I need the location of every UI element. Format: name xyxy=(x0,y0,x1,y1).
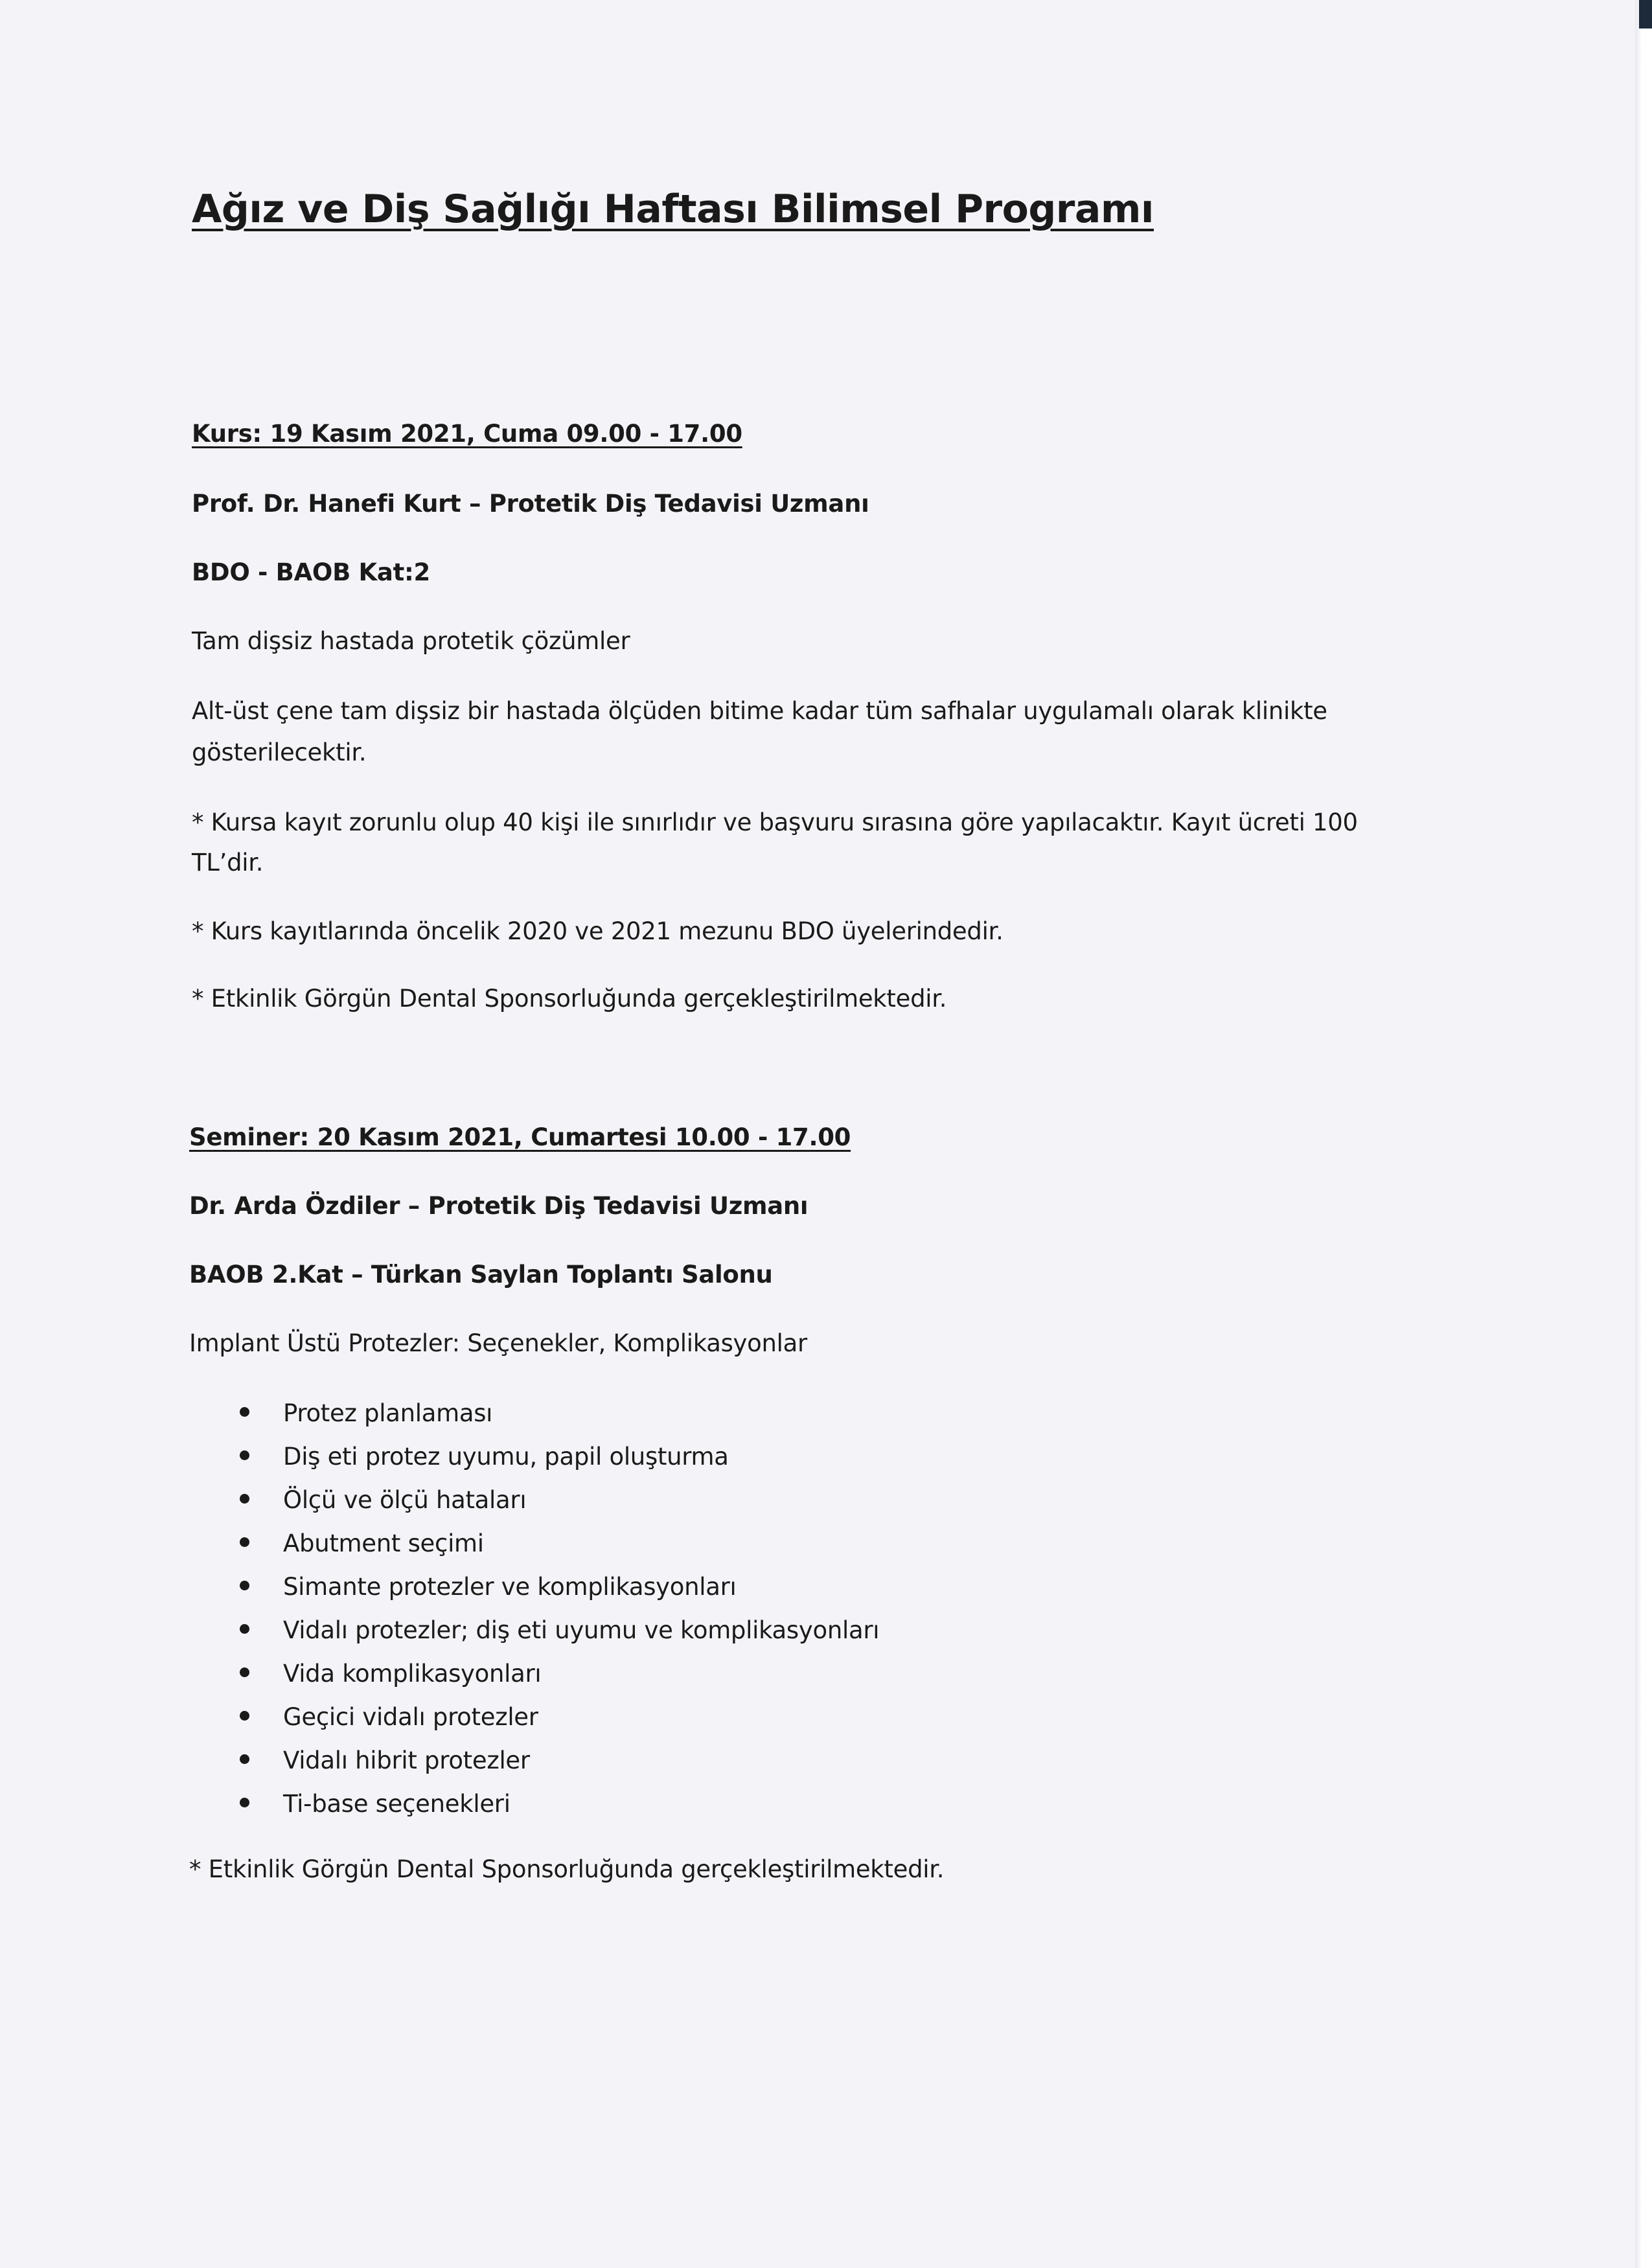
course-description-line1: Alt-üst çene tam dişsiz bir hastada ölçüden bitime kadar tüm safhalar uygulamalı olarak klinikte xyxy=(192,697,1327,725)
bullet-icon xyxy=(240,1407,249,1417)
course-heading: Kurs: 19 Kasım 2021, Cuma 09.00 - 17.00 xyxy=(192,420,742,448)
bullet-icon xyxy=(240,1450,249,1460)
bullet-icon xyxy=(240,1624,249,1634)
seminar-heading: Seminer: 20 Kasım 2021, Cumartesi 10.00 - 17.00 xyxy=(189,1123,851,1151)
bullet-icon xyxy=(240,1581,249,1590)
list-item: Simante protezler ve komplikasyonları xyxy=(240,1565,879,1609)
list-item: Geçici vidalı protezler xyxy=(240,1695,879,1739)
scan-edge-mark xyxy=(1639,0,1652,29)
course-note-registration-line1: * Kursa kayıt zorunlu olup 40 kişi ile sınırlıdır ve başvuru sırasına göre yapılacaktır. Kayıt ücreti 100 xyxy=(192,808,1358,836)
list-item: Ti-base seçenekleri xyxy=(240,1782,879,1826)
seminar-location: BAOB 2.Kat – Türkan Saylan Toplantı Salonu xyxy=(189,1261,773,1289)
scan-edge xyxy=(1635,0,1652,2268)
course-speaker: Prof. Dr. Hanefi Kurt – Protetik Diş Tedavisi Uzmanı xyxy=(192,490,869,518)
document-title: Ağız ve Diş Sağlığı Haftası Bilimsel Programı xyxy=(192,187,1154,232)
seminar-topic-list xyxy=(240,1392,879,1826)
bullet-icon xyxy=(240,1754,249,1764)
seminar-topic: Implant Üstü Protezler: Seçenekler, Komplikasyonlar xyxy=(189,1329,807,1357)
course-note-registration-line2: TL’dir. xyxy=(192,849,264,876)
list-item: Vidalı hibrit protezler xyxy=(240,1739,879,1782)
list-item: Abutment seçimi xyxy=(240,1522,879,1565)
course-topic: Tam dişsiz hastada protetik çözümler xyxy=(192,627,630,655)
seminar-speaker: Dr. Arda Özdiler – Protetik Diş Tedavisi Uzmanı xyxy=(189,1192,809,1220)
list-item: Diş eti protez uyumu, papil oluşturma xyxy=(240,1435,879,1478)
course-description-line2: gösterilecektir. xyxy=(192,739,367,766)
bullet-icon xyxy=(240,1711,249,1721)
bullet-icon xyxy=(240,1494,249,1504)
list-item: Ölçü ve ölçü hataları xyxy=(240,1478,879,1522)
course-note-sponsor: * Etkinlik Görgün Dental Sponsorluğunda gerçekleştirilmektedir. xyxy=(192,985,947,1013)
seminar-note-sponsor: * Etkinlik Görgün Dental Sponsorluğunda gerçekleştirilmektedir. xyxy=(189,1855,945,1883)
bullet-icon xyxy=(240,1798,249,1807)
course-note-priority: * Kurs kayıtlarında öncelik 2020 ve 2021 mezunu BDO üyelerindedir. xyxy=(192,917,1004,945)
list-item: Vida komplikasyonları xyxy=(240,1652,879,1695)
bullet-icon xyxy=(240,1537,249,1547)
list-item: Vidalı protezler; diş eti uyumu ve komplikasyonları xyxy=(240,1609,879,1652)
course-location: BDO - BAOB Kat:2 xyxy=(192,558,430,586)
list-item: Protez planlaması xyxy=(240,1392,879,1435)
bullet-icon xyxy=(240,1667,249,1677)
